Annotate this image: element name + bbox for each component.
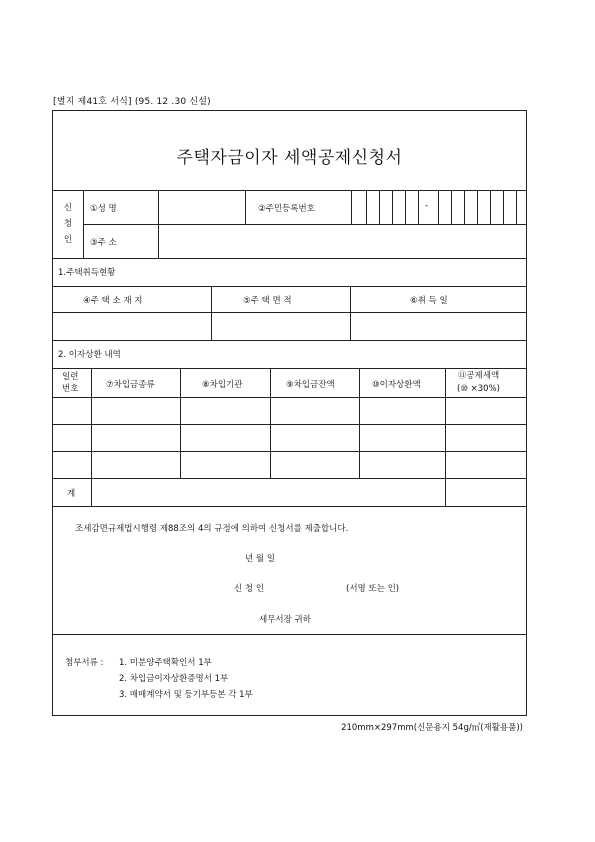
application-form bbox=[52, 110, 527, 716]
divider-declaration bbox=[53, 634, 526, 635]
name-field[interactable] bbox=[159, 191, 245, 224]
recipient-line: 세무서장 귀하 bbox=[259, 615, 311, 625]
header-loan-type: ⑦차입금종류 bbox=[106, 380, 155, 390]
applicant-side-divider bbox=[83, 190, 84, 258]
name-value-divider bbox=[245, 190, 246, 224]
signature-note: (서명 또는 인) bbox=[346, 584, 400, 594]
applicant-signature-label: 신 청 인 bbox=[234, 584, 265, 594]
declaration-date: 년 월 일 bbox=[245, 554, 276, 564]
header-house-area: ⑤주 택 면 적 bbox=[243, 296, 292, 306]
form-header-note: [별지 제41호 서식] (95. 12 .30 신설) bbox=[53, 97, 211, 107]
declaration-statement: 조세감면규제법시행령 제88조의 4의 규정에 의하여 신청서를 제출합니다. bbox=[75, 524, 349, 534]
attachment-item: 1. 미분양주택확인서 1부 bbox=[119, 658, 212, 668]
house-location-field[interactable] bbox=[54, 313, 211, 340]
header-serial-line: 일련 bbox=[62, 372, 79, 382]
acquisition-date-field[interactable] bbox=[351, 313, 527, 340]
header-interest-repaid: ⑩이자상환액 bbox=[372, 380, 421, 390]
header-acquisition-date: ⑥취 득 일 bbox=[410, 296, 448, 306]
total-label: 계 bbox=[67, 489, 76, 499]
attachment-item: 3. 매매계약서 및 등기부등본 각 1부 bbox=[119, 690, 253, 700]
table-row[interactable] bbox=[54, 398, 527, 424]
divider-applicant-bottom bbox=[53, 258, 526, 259]
header-deduction-line: (⑩ ×30%) bbox=[457, 384, 500, 394]
applicant-side-char: 신 bbox=[63, 203, 73, 213]
name-label: ①성 명 bbox=[90, 204, 117, 214]
header-lender: ⑧차입기관 bbox=[202, 380, 243, 390]
total-deduction-field[interactable] bbox=[446, 479, 527, 506]
table-row[interactable] bbox=[54, 425, 527, 451]
applicant-side-label bbox=[61, 200, 75, 248]
house-area-field[interactable] bbox=[212, 313, 350, 340]
attachment-item: 2. 차입금이자상환증명서 1부 bbox=[119, 674, 229, 684]
applicant-side-char: 인 bbox=[63, 235, 73, 245]
header-house-location: ④주 택 소 재 지 bbox=[83, 296, 143, 306]
table-row[interactable] bbox=[54, 452, 527, 478]
address-field[interactable] bbox=[159, 225, 527, 258]
address-label: ③주 소 bbox=[90, 238, 117, 248]
rrn-dash: - bbox=[425, 201, 429, 211]
divider-total bbox=[53, 506, 526, 507]
paper-spec-note: 210mm×297mm(신문용지 54g/㎡(재활용품)) bbox=[341, 723, 523, 733]
applicant-side-char: 청 bbox=[63, 219, 73, 229]
header-tax-deduction bbox=[457, 370, 500, 396]
total-field[interactable] bbox=[92, 479, 445, 506]
header-serial bbox=[62, 371, 78, 395]
header-loan-balance: ⑨차입금잔액 bbox=[286, 380, 335, 390]
rrn-label: ②주민등록번호 bbox=[258, 204, 315, 214]
divider-section1-bottom bbox=[53, 340, 526, 341]
header-serial-line: 번호 bbox=[62, 384, 79, 394]
form-title: 주택자금이자 세액공제신청서 bbox=[176, 148, 403, 168]
section2-title: 2. 이자상환 내역 bbox=[58, 350, 121, 360]
divider-section1-title bbox=[53, 286, 526, 287]
rrn-field[interactable] bbox=[352, 191, 527, 224]
attachments-label: 첨부서류 : bbox=[65, 658, 104, 668]
header-deduction-line: ⑪공제세액 bbox=[457, 371, 500, 381]
divider-section2-title bbox=[53, 368, 526, 369]
section1-title: 1.주택취득현황 bbox=[58, 268, 116, 278]
